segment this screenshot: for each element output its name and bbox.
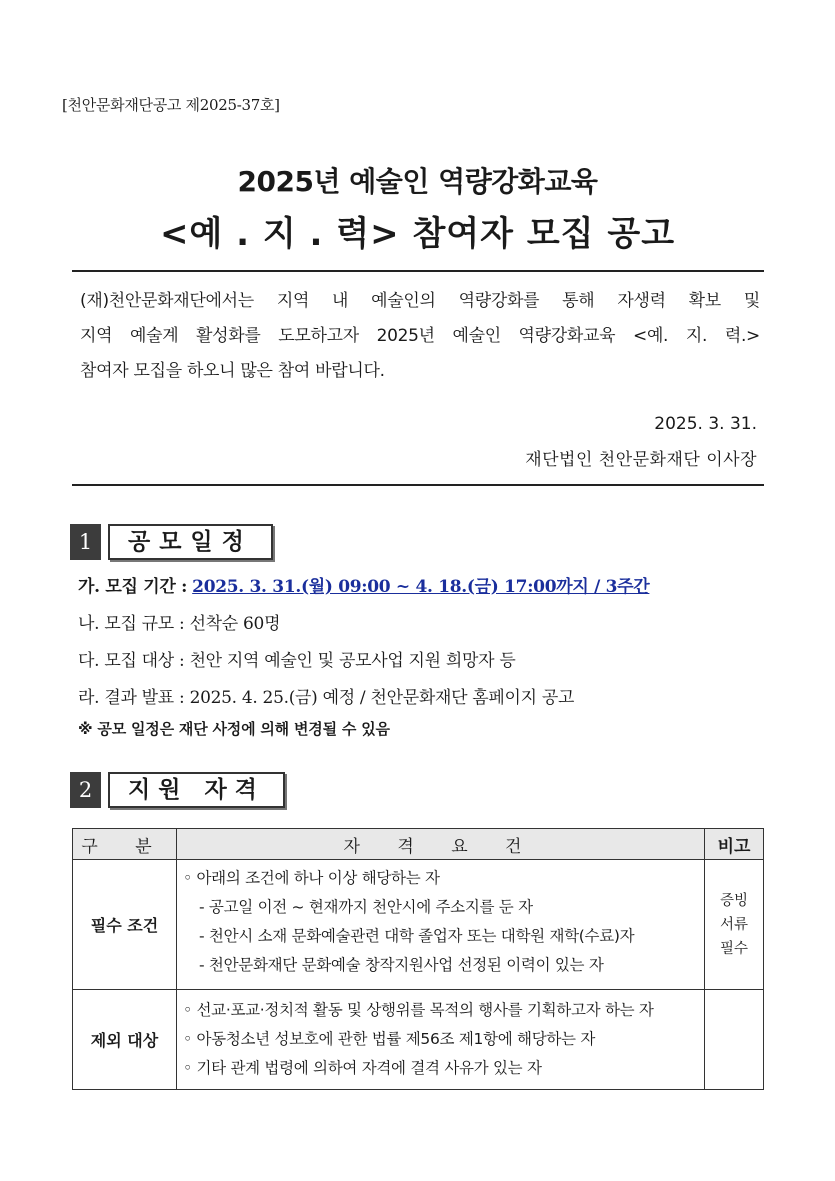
schedule-item [78, 609, 280, 634]
page-title-line2: <예 . 지 . 력> 참여자 모집 공고 [159, 214, 676, 254]
table-header-row [73, 829, 764, 860]
schedule-value: 2025. 4. 25.(금) 예정 / 천안문화재단 홈페이지 공고 [189, 688, 575, 708]
schedule-label: 라. 결과 발표 : [78, 688, 185, 708]
schedule-item [78, 646, 516, 671]
requirement-line: ◦ 선교·포교·정치적 활동 및 상행위를 목적의 행사를 기획하고자 하는 자 [183, 1001, 654, 1019]
column-header: 구 분 [73, 829, 177, 860]
requirement-line: ◦ 기타 관계 법령에 의하여 자격에 결격 사유가 있는 자 [183, 1059, 542, 1077]
top-divider [72, 270, 764, 272]
schedule-label: 나. 모집 규모 : [78, 614, 185, 634]
note-cell [705, 990, 764, 1090]
intro-line: 지역 예술계 활성화를 도모하고자 2025년 예술인 역량강화교육 <예. 지. 력.> [80, 326, 760, 346]
schedule-value: 2025. 3. 31.(월) 09:00 ~ 4. 18.(금) 17:00까지 / 3주간 [192, 577, 650, 597]
eligibility-table [72, 828, 764, 1090]
requirement-line: ◦ 아래의 조건에 하나 이상 해당하는 자 [183, 869, 440, 887]
schedule-item [78, 572, 649, 597]
schedule-label: 다. 모집 대상 : [78, 651, 185, 671]
column-header: 비고 [705, 829, 764, 860]
schedule-value: 선착순 60명 [189, 614, 281, 634]
table-row [73, 860, 764, 990]
section-title: 공모일정 [108, 524, 273, 560]
note-text: 서류 [719, 916, 748, 933]
requirement-line: - 공고일 이전 ~ 현재까지 천안시에 주소지를 둔 자 [199, 898, 533, 916]
schedule-note: ※ 공모 일정은 재단 사정에 의해 변경될 수 있음 [78, 720, 390, 738]
note-cell [705, 860, 764, 990]
note-text: 증빙 [719, 892, 748, 909]
requirement-line: ◦ 아동청소년 성보호에 관한 법률 제56조 제1항에 해당하는 자 [183, 1030, 596, 1048]
schedule-value: 천안 지역 예술인 및 공모사업 지원 희망자 등 [189, 651, 516, 671]
intro-paragraph [80, 284, 760, 389]
section-title: 지원 자격 [108, 772, 285, 808]
page-title-line1: 2025년 예술인 역량강화교육 [237, 165, 598, 198]
bottom-divider [72, 484, 764, 486]
notice-date: 2025. 3. 31. [654, 414, 757, 434]
requirement-line: - 천안문화재단 문화예술 창작지원사업 선정된 이력이 있는 자 [199, 956, 604, 974]
table-row [73, 990, 764, 1090]
requirement-cell [177, 990, 705, 1090]
requirement-cell [177, 860, 705, 990]
requirement-line: - 천안시 소재 문화예술관련 대학 졸업자 또는 대학원 재학(수료)자 [199, 927, 635, 945]
note-text: 필수 [719, 940, 748, 957]
schedule-item [78, 683, 574, 708]
row-label: 제외 대상 [73, 990, 177, 1090]
intro-line: (재)천안문화재단에서는 지역 내 예술인의 역량강화를 통해 자생력 확보 및 [80, 291, 760, 311]
column-header: 자 격 요 건 [177, 829, 705, 860]
signer: 재단법인 천안문화재단 이사장 [525, 450, 757, 470]
schedule-label: 가. 모집 기간 : [78, 577, 188, 597]
intro-line: 참여자 모집을 하오니 많은 참여 바랍니다. [80, 361, 385, 381]
notice-number: [천안문화재단공고 제2025-37호] [62, 96, 280, 114]
section-number: 2 [70, 772, 101, 808]
row-label: 필수 조건 [73, 860, 177, 990]
section-number: 1 [70, 524, 101, 560]
